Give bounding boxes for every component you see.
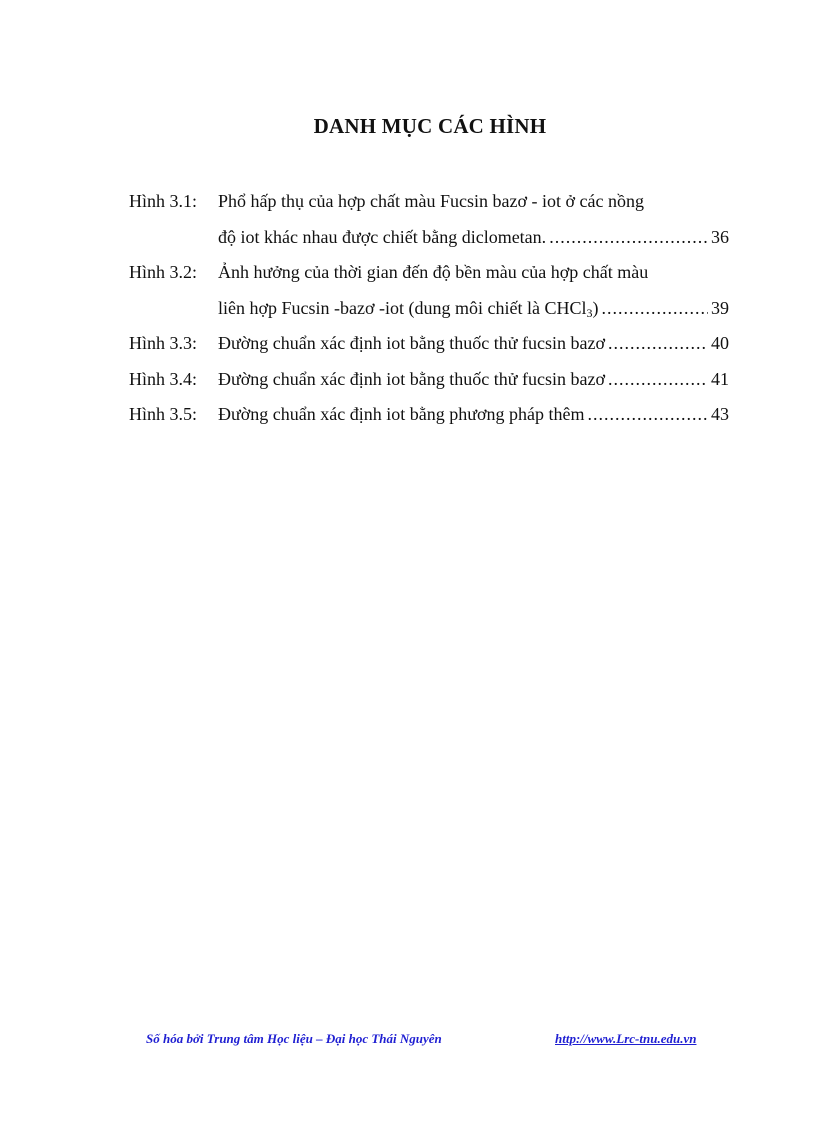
- figure-entry-line: [129, 328, 729, 364]
- figure-caption-line: độ iot khác nhau được chiết bằng diclometan.: [218, 226, 547, 247]
- figure-caption-filled: [218, 399, 729, 429]
- leader-dots: [587, 399, 708, 429]
- leader-dots: [608, 364, 708, 394]
- figure-number: Hình 3.2:: [129, 262, 198, 282]
- figure-caption-line: Phổ hấp thụ của hợp chất màu Fucsin bazơ - iot ở các nồng: [218, 191, 644, 211]
- figure-caption-filled: [218, 364, 729, 394]
- figure-entry-3-5[interactable]: [129, 399, 729, 435]
- figure-entry-line: [129, 222, 729, 258]
- leader-dots: [608, 328, 708, 358]
- caption-suffix: ): [592, 297, 599, 318]
- page-number: 41: [711, 368, 729, 389]
- figure-caption-filled: [218, 328, 729, 358]
- figure-number: Hình 3.5:: [129, 404, 198, 424]
- footer-link[interactable]: http://www.Lrc-tnu.edu.vn: [555, 1031, 697, 1046]
- figure-entry-line: [129, 399, 729, 435]
- figure-entry-line: [129, 293, 729, 329]
- page-number: 40: [711, 333, 729, 353]
- figure-caption-line: Đường chuẩn xác định iot bằng thuốc thử fucsin bazơ: [218, 368, 605, 389]
- subscript: 3: [586, 305, 593, 320]
- leader-dots: [549, 222, 708, 252]
- figure-number: Hình 3.1:: [129, 191, 198, 211]
- figure-entry-line: [129, 364, 729, 400]
- figure-entry-3-2[interactable]: [129, 257, 729, 328]
- figure-list: [129, 186, 729, 435]
- figure-entry-3-3[interactable]: [129, 328, 729, 364]
- figure-number: Hình 3.4:: [129, 368, 198, 389]
- figure-caption-line: Ảnh hưởng của thời gian đến độ bền màu của hợp chất màu: [218, 262, 649, 282]
- page-number: 39: [711, 297, 729, 318]
- caption-prefix: liên hợp Fucsin -bazơ -iot (dung môi chiết là CHCl: [218, 297, 587, 318]
- leader-dots: [601, 293, 708, 323]
- figure-entry-line: [129, 186, 729, 222]
- footer-source-text: Số hóa bởi Trung tâm Học liệu – Đại học Thái Nguyên: [146, 1031, 442, 1046]
- figure-caption-line: Đường chuẩn xác định iot bằng phương pháp thêm: [218, 404, 585, 424]
- figure-entry-3-4[interactable]: [129, 364, 729, 400]
- figure-caption-filled: [218, 222, 729, 252]
- page-number: 43: [711, 404, 729, 424]
- figure-entry-line: [129, 257, 729, 293]
- figure-caption-filled: [218, 293, 729, 323]
- page-number: 36: [711, 226, 729, 247]
- figure-caption-line: [218, 293, 598, 323]
- figure-entry-3-1[interactable]: [129, 186, 729, 257]
- page-title: DANH MỤC CÁC HÌNH: [313, 114, 547, 138]
- figure-caption-line: Đường chuẩn xác định iot bằng thuốc thử fucsin bazơ: [218, 333, 605, 353]
- figure-number: Hình 3.3:: [129, 333, 198, 353]
